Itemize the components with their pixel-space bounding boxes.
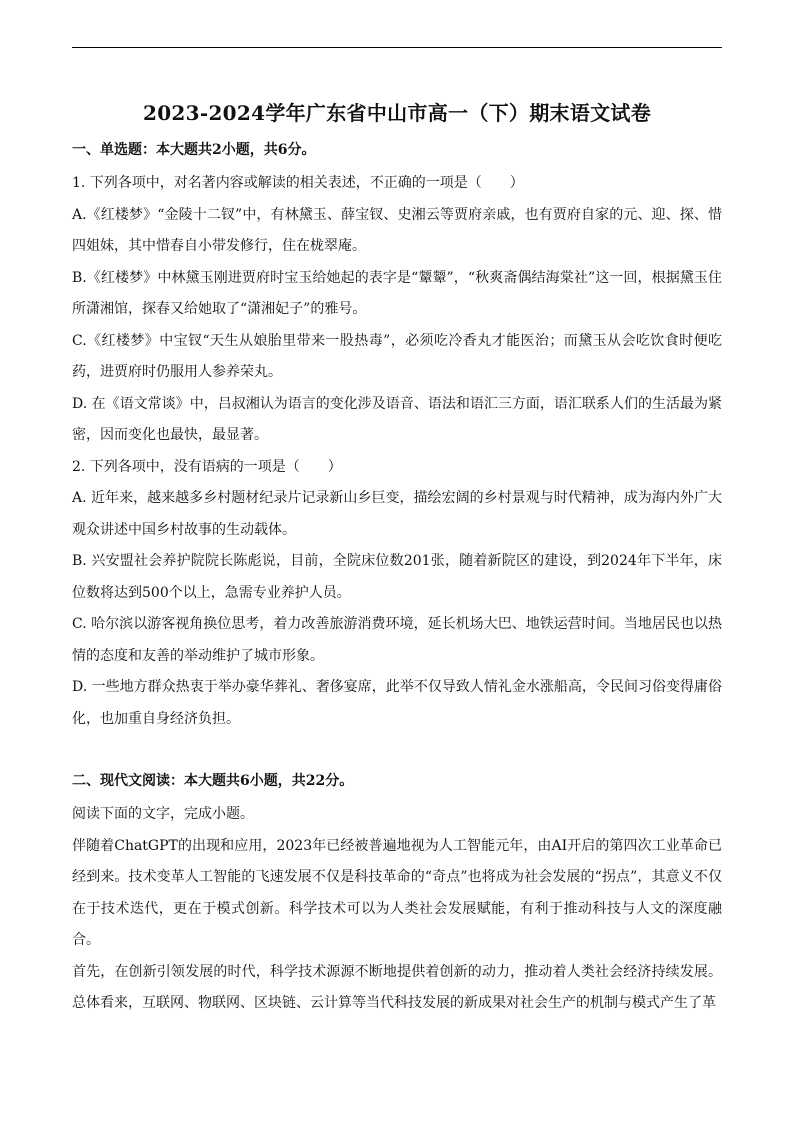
exam-title: 2023-2024学年广东省中山市高一（下）期末语文试卷 xyxy=(142,101,652,125)
question-1-option-c: C.《红楼梦》中宝钗“天生从娘胎里带来一股热毒”，必须吃冷香丸才能医治；而黛玉从会吃饮食时便吃药，进贾府时仍服用人参养荣丸。 xyxy=(72,332,722,380)
header-rule xyxy=(72,47,722,48)
question-2-stem: 2. 下列各项中，没有语病的一项是（ ） xyxy=(72,458,342,475)
question-1 xyxy=(72,168,722,452)
reading-instruction: 阅读下面的文字，完成小题。 xyxy=(72,806,254,822)
exam-page xyxy=(72,100,722,1020)
question-1-stem: 1. 下列各项中，对名著内容或解读的相关表述，不正确的一项是（ ） xyxy=(72,175,524,191)
question-2-option-b: B. 兴安盟社会养护院院长陈彪说，目前，全院床位数201张，随着新院区的建设，到2024年下半年，床位数将达到500个以上，急需专业养护人员。 xyxy=(72,553,722,601)
question-2-option-d: D. 一些地方群众热衷于举办豪华葬礼、奢侈宴席，此举不仅导致人情礼金水涨船高，令民间习俗变得庸俗化，也加重自身经济负担。 xyxy=(72,679,722,727)
reading-paragraph: 伴随着ChatGPT的出现和应用，2023年已经被普遍地视为人工智能元年，由AI开启的第四次工业革命已经到来。技术变革人工智能的飞速发展不仅是科技革命的“奇点”也将成为社会发展的“拐点”，其意义不仅在于技术迭代，更在于模式创新。科学技术可以为人类社会发展赋能，有利于推动科技与人文的深度融合。 xyxy=(72,837,722,948)
reading-paragraph: 首先，在创新引领发展的时代，科学技术源源不断地提供着创新的动力，推动着人类社会经济持续发展。总体看来，互联网、物联网、区块链、云计算等当代科技发展的新成果对社会生产的机制与模式产生了革 xyxy=(72,963,722,1011)
section-reading xyxy=(72,771,722,1020)
question-2-option-a: A. 近年来，越来越多乡村题材纪录片记录新山乡巨变，描绘宏阔的乡村景观与时代精神，成为海内外广大观众讲述中国乡村故事的生动载体。 xyxy=(72,490,722,538)
section2-heading: 二、现代文阅读：本大题共6小题，共22分。 xyxy=(72,773,354,789)
section-single-choice xyxy=(72,140,722,735)
section1-heading: 一、单选题：本大题共2小题，共6分。 xyxy=(72,142,316,158)
question-2-option-c: C. 哈尔滨以游客视角换位思考，着力改善旅游消费环境，延长机场大巴、地铁运营时间。当地居民也以热情的态度和友善的举动维护了城市形象。 xyxy=(72,616,722,664)
question-1-option-a: A.《红楼梦》“金陵十二钗”中，有林黛玉、薛宝钗、史湘云等贾府亲戚，也有贾府自家的元、迎、探、惜四姐妹，其中惜春自小带发修行，住在栊翠庵。 xyxy=(72,206,722,254)
question-1-option-d: D. 在《语文常谈》中，吕叔湘认为语言的变化涉及语音、语法和语汇三方面，语汇联系人们的生活最为紧密，因而变化也最快，最显著。 xyxy=(72,395,722,443)
question-2 xyxy=(72,452,722,736)
question-1-option-b: B.《红楼梦》中林黛玉刚进贾府时宝玉给她起的表字是“颦颦”，“秋爽斋偶结海棠社”这一回，根据黛玉住所潇湘馆，探春又给她取了“潇湘妃子”的雅号。 xyxy=(72,269,722,317)
